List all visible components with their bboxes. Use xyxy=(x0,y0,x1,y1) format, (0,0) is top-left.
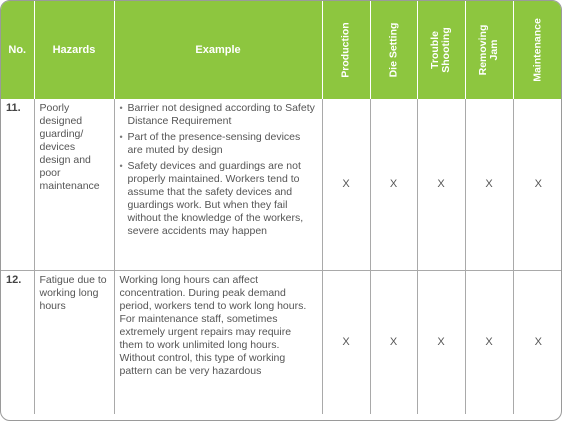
mark-production: X xyxy=(322,99,370,271)
header-example: Example xyxy=(114,1,322,99)
example-list xyxy=(120,102,317,238)
header-die-setting: Die Setting xyxy=(370,1,417,99)
example-cell xyxy=(114,99,322,271)
mark-die-setting: X xyxy=(370,99,417,271)
mark-maintenance: X xyxy=(534,178,542,190)
row-number: 11. xyxy=(1,99,34,271)
mark-removing-jam: X xyxy=(465,271,513,415)
header-row xyxy=(1,1,562,99)
mark-trouble-shooting: X xyxy=(417,271,465,415)
header-production: Production xyxy=(322,1,370,99)
mark-trouble-shooting: X xyxy=(417,99,465,271)
list-item: • Part of the presence-sensing devices are muted by design xyxy=(120,131,317,157)
list-item: • Barrier not designed according to Safety Distance Requirement xyxy=(120,102,317,128)
hazard-cell: Poorly designed guarding/ devices design and poor maintenance xyxy=(34,99,114,271)
mark-removing-jam: X xyxy=(465,99,513,271)
mark-die-setting: X xyxy=(370,271,417,415)
header-no: No. xyxy=(1,1,34,99)
table-row xyxy=(1,99,562,271)
row-number: 12. xyxy=(1,271,34,415)
header-hazards: Hazards xyxy=(34,1,114,99)
example-cell: Working long hours can affect concentration. During peak demand period, workers tend to work long hours. For maintenance staff, sometimes extremely urgent repairs may require them to work unlimited long hours. Without control, this type of working pattern can be very hazardous xyxy=(114,271,322,415)
table-row xyxy=(1,271,562,415)
header-maintenance: Maintenance xyxy=(513,1,562,99)
mark-maintenance: X xyxy=(513,271,562,415)
header-removing-jam: Removing Jam xyxy=(465,1,513,99)
header-trouble-shooting: Trouble Shooting xyxy=(417,1,465,99)
hazard-cell: Fatigue due to working long hours xyxy=(34,271,114,415)
list-item: • Safety devices and guardings are not properly maintained. Workers tend to assume that the safety devices and guardings work. But when they fail without the knowledge of the workers, severe accidents may happen xyxy=(120,160,317,238)
mark-production: X xyxy=(322,271,370,415)
